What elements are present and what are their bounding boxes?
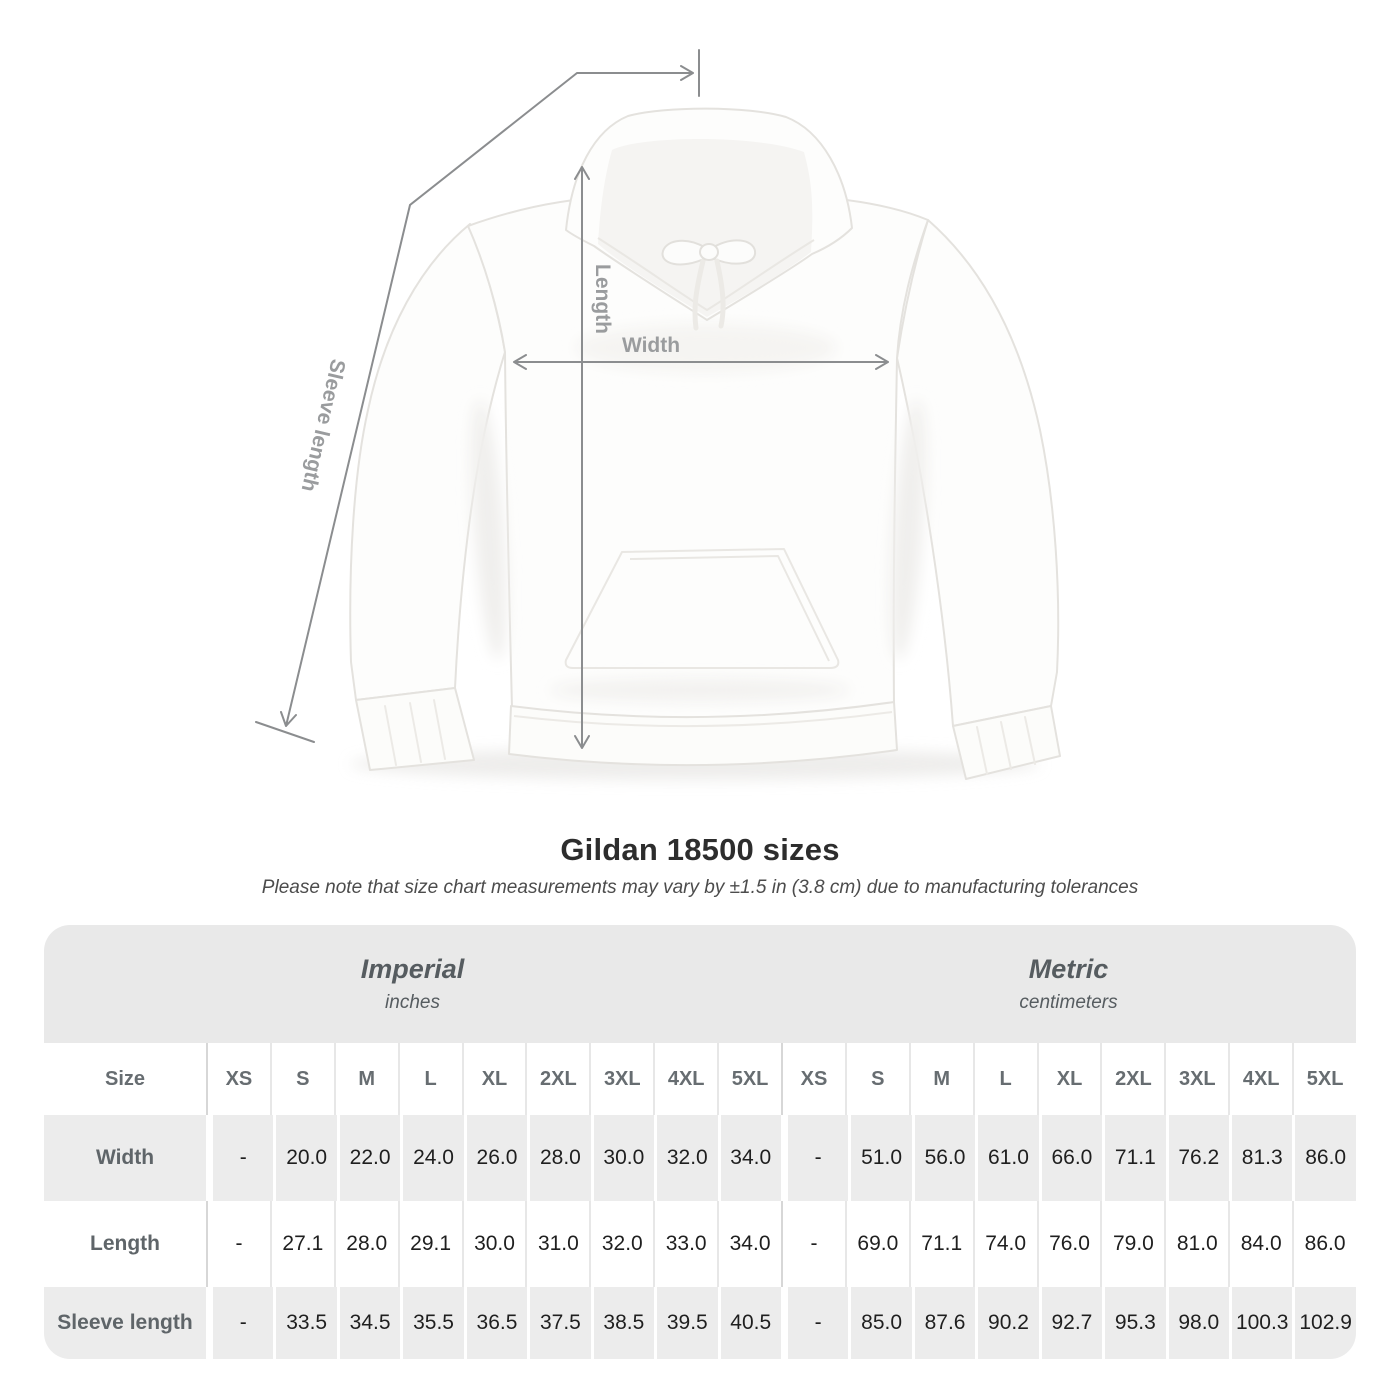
size-header-cell-metric: XL <box>1037 1043 1101 1115</box>
sleeve-imperial-cell: 37.5 <box>527 1287 590 1359</box>
pocket-shading <box>550 679 850 701</box>
size-header-cell-imperial: XS <box>206 1043 270 1115</box>
size-header-cell-imperial: L <box>398 1043 462 1115</box>
sleeve-imperial-cell: 40.5 <box>718 1287 781 1359</box>
sleeve-imperial-cell: 36.5 <box>464 1287 527 1359</box>
size-header-cell-metric: L <box>973 1043 1037 1115</box>
size-header-cell-imperial: 3XL <box>589 1043 653 1115</box>
width-imperial-cell: 26.0 <box>464 1115 527 1201</box>
width-metric-cell: 81.3 <box>1229 1115 1292 1201</box>
size-header-cell-imperial: 2XL <box>525 1043 589 1115</box>
sleeve-imperial-cell: 33.5 <box>273 1287 336 1359</box>
size-table <box>44 925 1356 1359</box>
length-metric-cell: 81.0 <box>1164 1201 1228 1287</box>
sleeve-imperial-cell: 38.5 <box>591 1287 654 1359</box>
width-label: Width <box>621 334 681 357</box>
sleeve-length-label: Sleeve length <box>296 356 350 494</box>
sleeve-imperial-cell: 35.5 <box>400 1287 463 1359</box>
unit-header-metric <box>781 925 1356 1043</box>
length-metric-cell: 71.1 <box>909 1201 973 1287</box>
size-header-cell-metric: 4XL <box>1228 1043 1292 1115</box>
width-metric-cell: 86.0 <box>1292 1115 1355 1201</box>
length-imperial-cell: 27.1 <box>270 1201 334 1287</box>
table-row-width <box>44 1115 1356 1201</box>
width-imperial-cell: 28.0 <box>527 1115 590 1201</box>
length-metric-cell: 84.0 <box>1228 1201 1292 1287</box>
sleeve-metric-cell: 92.7 <box>1039 1287 1102 1359</box>
width-imperial-cell: 24.0 <box>400 1115 463 1201</box>
size-header-cell-metric: S <box>845 1043 909 1115</box>
size-header-cell-metric: M <box>909 1043 973 1115</box>
width-imperial-cell: 30.0 <box>591 1115 654 1201</box>
length-imperial-cell: 32.0 <box>589 1201 653 1287</box>
imperial-sublabel: inches <box>385 992 440 1013</box>
length-imperial-cell: 29.1 <box>398 1201 462 1287</box>
length-label: Length <box>591 264 614 334</box>
width-metric-cell: 66.0 <box>1039 1115 1102 1201</box>
sleeve-metric-cell: 87.6 <box>912 1287 975 1359</box>
sleeve-metric-cell: - <box>781 1287 848 1359</box>
width-imperial-cell: 22.0 <box>337 1115 400 1201</box>
width-imperial-cell: 20.0 <box>273 1115 336 1201</box>
length-imperial-cell: 33.0 <box>653 1201 717 1287</box>
sleeve-imperial-cell: - <box>206 1287 273 1359</box>
length-metric-cell: - <box>781 1201 845 1287</box>
length-imperial-cell: - <box>206 1201 270 1287</box>
width-metric-cell: 56.0 <box>912 1115 975 1201</box>
sleeve-imperial-cell: 39.5 <box>654 1287 717 1359</box>
length-metric-cell: 69.0 <box>845 1201 909 1287</box>
size-header-cell-imperial: 4XL <box>653 1043 717 1115</box>
width-metric-cell: 51.0 <box>848 1115 911 1201</box>
sleeve-metric-cell: 102.9 <box>1292 1287 1355 1359</box>
length-metric-cell: 74.0 <box>973 1201 1037 1287</box>
length-imperial-cell: 34.0 <box>717 1201 781 1287</box>
size-header-row <box>44 1043 1356 1115</box>
size-header-cell-metric: 5XL <box>1292 1043 1356 1115</box>
size-header-cell-imperial: 5XL <box>717 1043 781 1115</box>
sleeve-metric-cell: 98.0 <box>1166 1287 1229 1359</box>
row-label-sleeve-length: Sleeve length <box>44 1287 206 1359</box>
table-row-sleeve-length <box>44 1287 1356 1359</box>
metric-label: Metric <box>1028 954 1109 984</box>
length-metric-cell: 79.0 <box>1100 1201 1164 1287</box>
row-label-width: Width <box>44 1115 206 1201</box>
width-metric-cell: 71.1 <box>1102 1115 1165 1201</box>
length-imperial-cell: 30.0 <box>462 1201 526 1287</box>
metric-sublabel: centimeters <box>1019 992 1118 1013</box>
row-label-length: Length <box>90 1232 160 1255</box>
width-imperial-cell: - <box>206 1115 273 1201</box>
length-imperial-cell: 28.0 <box>334 1201 398 1287</box>
size-column-header: Size <box>104 1067 146 1090</box>
width-metric-cell: - <box>781 1115 848 1201</box>
imperial-label: Imperial <box>360 954 465 984</box>
size-header-cell-metric: XS <box>781 1043 845 1115</box>
page-title: Gildan 18500 sizes <box>560 832 840 867</box>
width-imperial-cell: 34.0 <box>718 1115 781 1201</box>
size-header-cell-imperial: M <box>334 1043 398 1115</box>
chest-shading <box>576 324 836 372</box>
size-header-cell-metric: 3XL <box>1164 1043 1228 1115</box>
size-header-cell-imperial: XL <box>462 1043 526 1115</box>
size-header-cell-metric: 2XL <box>1100 1043 1164 1115</box>
size-header-cell-imperial: S <box>270 1043 334 1115</box>
drawstring-knot <box>700 244 718 260</box>
table-row-length <box>44 1201 1356 1287</box>
heading-block <box>0 832 1400 899</box>
unit-header-row <box>44 925 1356 1043</box>
length-imperial-cell: 31.0 <box>525 1201 589 1287</box>
unit-header-imperial <box>44 925 781 1043</box>
sleeve-metric-cell: 85.0 <box>848 1287 911 1359</box>
width-imperial-cell: 32.0 <box>654 1115 717 1201</box>
page-subtitle: Please note that size chart measurements may vary by ±1.5 in (3.8 cm) due to manufacturing tolerances <box>261 877 1139 898</box>
sleeve-metric-cell: 95.3 <box>1102 1287 1165 1359</box>
sleeve-metric-cell: 100.3 <box>1229 1287 1292 1359</box>
width-metric-cell: 61.0 <box>975 1115 1038 1201</box>
length-metric-cell: 76.0 <box>1037 1201 1101 1287</box>
sleeve-imperial-cell: 34.5 <box>337 1287 400 1359</box>
sleeve-metric-cell: 90.2 <box>975 1287 1038 1359</box>
width-metric-cell: 76.2 <box>1166 1115 1229 1201</box>
length-metric-cell: 86.0 <box>1292 1201 1356 1287</box>
